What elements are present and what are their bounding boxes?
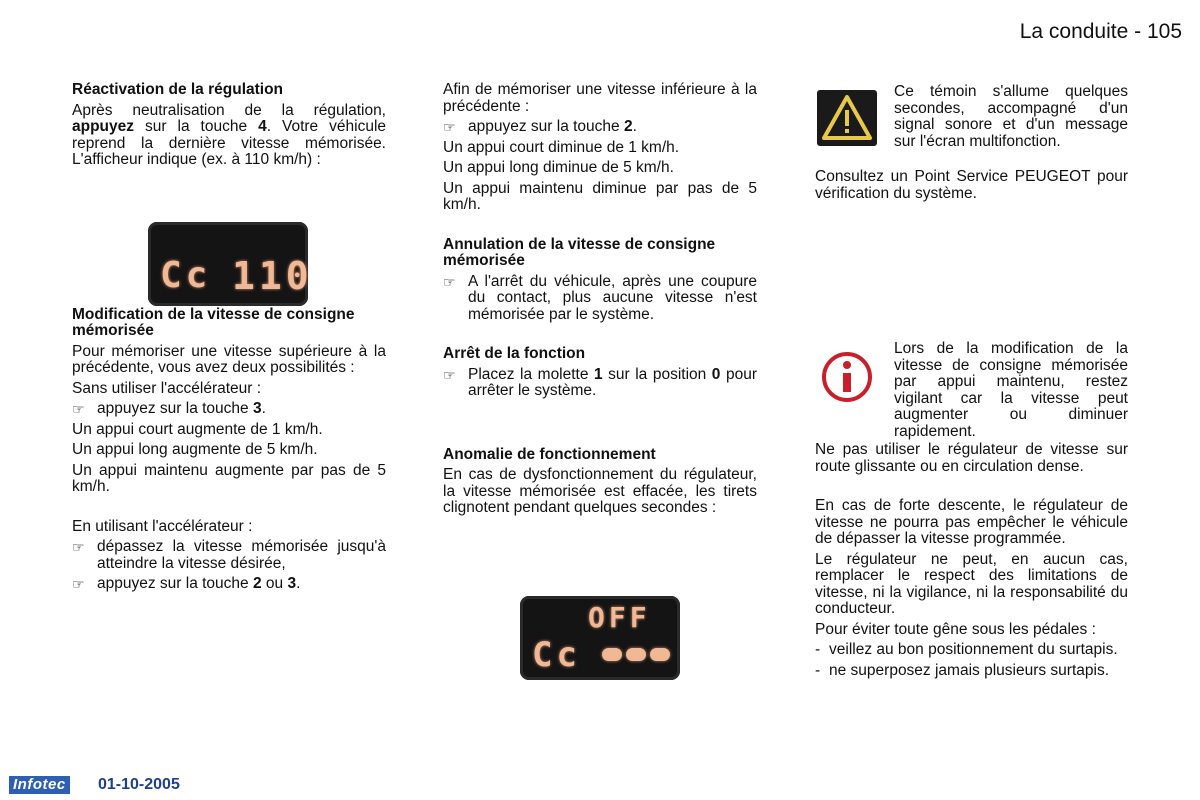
heading-malfunction: Anomalie de fonctionnement bbox=[443, 445, 656, 463]
warning-note-text: Ce témoin s'allume quelques secondes, accompagné d'un signal sonore et d'un message sur l'écran multifonction. bbox=[894, 83, 1128, 150]
paragraph-with-accelerator: En utilisant l'accélérateur : bbox=[72, 517, 253, 535]
paragraph-short-press: Un appui court augmente de 1 km/h. bbox=[72, 420, 323, 438]
list-item: ☞ dépassez la vitesse mémorisée jusqu'à atteindre la vitesse désirée, bbox=[72, 538, 386, 572]
column-left bbox=[72, 82, 386, 593]
list-item: ☞ appuyez sur la touche 2. bbox=[443, 118, 637, 135]
pointing-hand-icon: ☞ bbox=[443, 273, 456, 290]
paragraph-malfunction: En cas de dysfonctionnement du régulateur, la vitesse mémorisée est effacée, les tirets clignotent pendant quelques secondes : bbox=[443, 466, 757, 516]
pointing-hand-icon: ☞ bbox=[72, 401, 85, 417]
pointing-hand-icon: ☞ bbox=[72, 576, 85, 592]
paragraph-responsibility: Le régulateur ne peut, en aucun cas, remplacer le respect des limitations de vitesse, ni la vigilance, ni la responsabilité du conducteur. bbox=[815, 550, 1128, 617]
display-cc-label: Cc bbox=[160, 255, 212, 296]
info-note bbox=[894, 341, 1128, 440]
paragraph-long-press: Un appui long diminue de 5 km/h. bbox=[443, 159, 674, 176]
list-item: - ne superposez jamais plusieurs surtapis. bbox=[815, 661, 1109, 679]
column-middle bbox=[443, 82, 757, 517]
list-item: ☞ A l'arrêt du véhicule, après une coupure du contact, plus aucune vitesse n'est mémorisée par le système. bbox=[443, 272, 757, 323]
paragraph-consult-service: Consultez un Point Service PEUGEOT pour vérification du système. bbox=[815, 168, 1128, 202]
heading-modification: Modification de la vitesse de consigne mémorisée bbox=[72, 305, 355, 339]
list-item: ☞ Placez la molette 1 sur la position 0 pour arrêter le système. bbox=[443, 365, 757, 399]
info-note-text: Lors de la modification de la vitesse de consigne mémorisée par appui maintenu, restez vigilant car la vitesse peut augmenter ou diminuer rapidement. bbox=[894, 340, 1128, 440]
pointing-hand-icon: ☞ bbox=[443, 366, 456, 383]
heading-cancellation: Annulation de la vitesse de consigne mémorisée bbox=[443, 235, 716, 269]
column-right bbox=[815, 169, 1128, 202]
paragraph-lower-speed: Afin de mémoriser une vitesse inférieure à la précédente : bbox=[443, 81, 757, 115]
display-dash bbox=[602, 648, 622, 661]
heading-reactivation: Réactivation de la régulation bbox=[72, 81, 284, 98]
paragraph-reactivation: Après neutralisation de la régulation, appuyez sur la touche 4. Votre véhicule reprend la dernière vitesse mémorisée. L'afficheur indique (ex. à 110 km/h) : bbox=[72, 101, 387, 168]
paragraph-pedals: Pour éviter toute gêne sous les pédales : bbox=[815, 620, 1096, 638]
pointing-hand-icon: ☞ bbox=[72, 539, 85, 555]
warning-note bbox=[894, 84, 1128, 150]
pointing-hand-icon: ☞ bbox=[443, 119, 456, 135]
display-cc-label: Cc bbox=[532, 635, 581, 675]
page-title: La conduite - 105 bbox=[1019, 20, 1182, 43]
warning-triangle-icon bbox=[817, 90, 877, 146]
info-icon bbox=[820, 350, 874, 404]
footer-date: 01-10-2005 bbox=[98, 776, 180, 793]
paragraph-slippery-road: Ne pas utiliser le régulateur de vitesse sur route glissante ou en circulation dense. bbox=[815, 441, 1128, 475]
display-speed-value: 110 bbox=[232, 254, 313, 298]
paragraph-held-press: Un appui maintenu augmente par pas de 5 km/h. bbox=[72, 461, 386, 495]
heading-stop-function: Arrêt de la fonction bbox=[443, 345, 586, 362]
display-dash bbox=[650, 648, 670, 661]
column-right-lower bbox=[815, 442, 1128, 679]
paragraph-long-press: Un appui long augmente de 5 km/h. bbox=[72, 441, 318, 458]
paragraph-steep-descent: En cas de forte descente, le régulateur de vitesse ne pourra pas empêcher le véhicule de dépasser la vitesse programmée. bbox=[815, 497, 1128, 547]
infotec-logo: Infotec bbox=[9, 776, 70, 794]
list-item: ☞ appuyez sur la touche 2 ou 3. bbox=[72, 575, 301, 592]
cruise-display-off bbox=[520, 596, 680, 680]
display-off-label: OFF bbox=[588, 601, 651, 634]
list-item: ☞ appuyez sur la touche 3. bbox=[72, 400, 266, 417]
list-item: - veillez au bon positionnement du surtapis. bbox=[815, 641, 1118, 658]
cruise-display-memorized bbox=[148, 222, 313, 306]
display-dash bbox=[626, 648, 646, 661]
paragraph-without-accelerator: Sans utiliser l'accélérateur : bbox=[72, 379, 262, 397]
paragraph-held-press: Un appui maintenu diminue par pas de 5 km/h. bbox=[443, 179, 757, 213]
paragraph-short-press: Un appui court diminue de 1 km/h. bbox=[443, 138, 680, 156]
display-dashes bbox=[602, 648, 670, 661]
paragraph-two-options: Pour mémoriser une vitesse supérieure à la précédente, vous avez deux possibilités : bbox=[72, 342, 386, 376]
